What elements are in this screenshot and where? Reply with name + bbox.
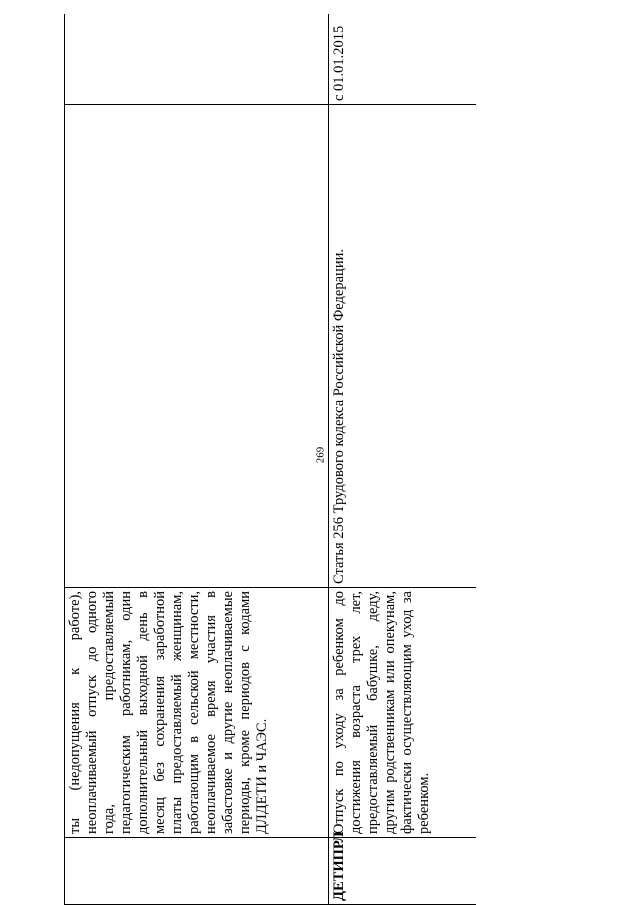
law-cell <box>65 105 329 588</box>
date-cell: с 01.01.2015 <box>329 14 477 105</box>
rotated-table <box>64 14 476 905</box>
periods-table <box>64 14 476 905</box>
page-number-text: 269 <box>314 446 326 464</box>
description-cell: Отпуск по уходу за ребенком до достижения возраста трех лет, предоставляемый бабушке, деду, другим родственникам или опекунам, фактически осуществляющим уход за ребенком. <box>329 588 477 838</box>
table-row <box>65 14 329 905</box>
code-cell <box>65 838 329 905</box>
date-cell <box>65 14 329 105</box>
description-cell: ты (недопущения к работе), неоплачиваемый отпуск до одного года, предоставляемый педагогическим работникам, один дополнительный выходной день в месяц без сохранения заработной платы предоставляемый женщинам, работающим в сельской местности, неоплачиваемое время участия в забастовке и другие неоплачиваемые периоды, кроме периодов с кодами ДЛДЕТИ и ЧАЭС. <box>65 588 329 838</box>
table-row <box>329 14 477 905</box>
rotated-table-container <box>64 14 476 905</box>
code-cell: ДЕТИПРЛ <box>329 838 477 905</box>
law-cell: Статья 256 Трудового кодекса Российской Федерации. <box>329 105 477 588</box>
